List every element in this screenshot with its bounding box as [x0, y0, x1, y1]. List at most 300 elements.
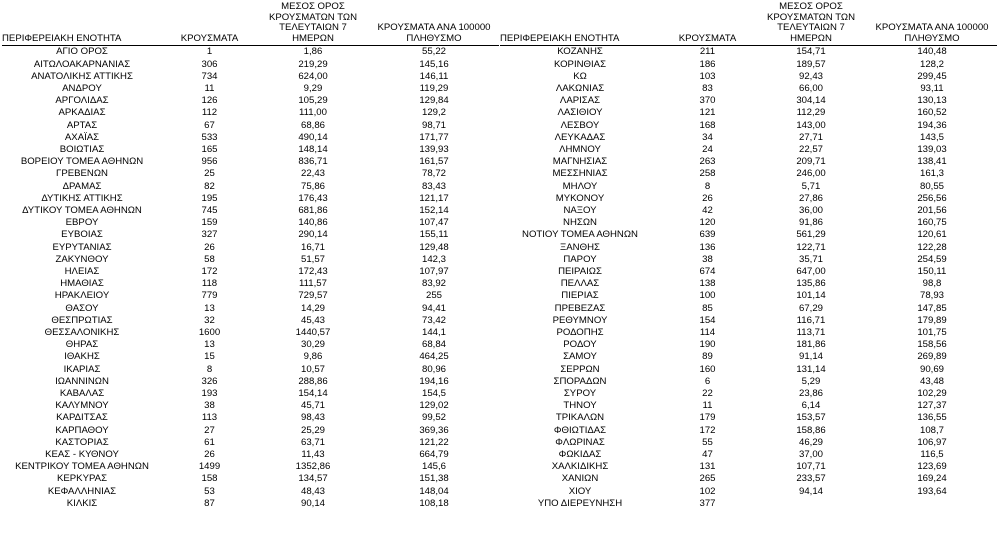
cell-7day-average: 490,14 [298, 131, 328, 143]
cell-cases: 370 [699, 95, 716, 107]
cell-cases: 103 [699, 70, 716, 82]
cell-regional-unit: ΑΓΙΟ ΟΡΟΣ [56, 46, 108, 58]
cell-cases: 6 [704, 375, 711, 387]
cell-7day-average: 233,57 [796, 473, 826, 485]
cell-cases: 113 [201, 412, 218, 424]
table-row [500, 120, 997, 132]
cell-per-100k: 160,75 [917, 217, 947, 229]
cell-7day-average: 304,14 [796, 95, 826, 107]
cell-7day-average: 134,57 [298, 473, 328, 485]
cell-cases: 26 [204, 241, 215, 253]
table-row [2, 498, 499, 510]
cell-cases: 327 [201, 229, 218, 241]
cell-cases: 8 [206, 363, 213, 375]
cell-cases: 100 [699, 290, 716, 302]
cell-regional-unit: ΠΑΡΟΥ [563, 253, 597, 265]
cell-cases: 26 [204, 449, 215, 461]
cell-cases: 42 [702, 205, 713, 217]
table-row [500, 254, 997, 266]
cell-regional-unit: ΑΡΚΑΔΙΑΣ [58, 107, 106, 119]
cell-regional-unit: ΒΟΡΕΙΟΥ ΤΟΜΕΑ ΑΘΗΝΩΝ [20, 156, 144, 168]
cell-7day-average: 90,14 [300, 497, 325, 509]
cell-cases: 25 [204, 168, 215, 180]
cell-7day-average: 22,57 [798, 144, 823, 155]
table-row [500, 425, 997, 437]
cell-cases: 306 [201, 58, 218, 70]
cell-7day-average: 140,86 [298, 217, 328, 229]
cell-per-100k: 122,28 [917, 241, 947, 253]
cell-per-100k: 68,84 [421, 339, 446, 351]
cell-7day-average: 246,00 [796, 168, 826, 180]
cell-regional-unit: ΘΕΣΣΑΛΟΝΙΚΗΣ [44, 327, 120, 339]
cell-7day-average: 624,00 [298, 70, 328, 82]
cell-regional-unit: ΓΡΕΒΕΝΩΝ [56, 168, 108, 180]
table-row [2, 486, 499, 498]
cell-per-100k: 106,97 [917, 436, 947, 448]
header-per-100k: ΚΡΟΥΣΜΑΤΑ ΑΝΑ 100000 ΠΛΗΘΥΣΜΟ [369, 2, 499, 46]
cell-cases: 120 [699, 217, 716, 229]
table-row [2, 425, 499, 437]
cell-7day-average: 6,14 [801, 400, 821, 412]
cell-per-100k: 179,89 [917, 314, 947, 326]
cell-regional-unit: ΛΑΣΙΘΙΟΥ [557, 107, 603, 119]
cell-7day-average: 68,86 [300, 119, 325, 131]
cell-7day-average: 30,29 [300, 339, 325, 351]
cell-regional-unit: ΛΕΣΒΟΥ [560, 119, 600, 131]
cell-per-100k: 152,14 [419, 205, 449, 217]
cell-7day-average: 98,43 [300, 412, 325, 424]
cell-7day-average: 9,29 [303, 82, 323, 94]
cases-table-right [500, 2, 997, 510]
cell-cases: 8 [704, 180, 711, 192]
cell-cases: 1499 [198, 461, 221, 473]
table-row [500, 339, 997, 351]
cell-regional-unit: ΑΝΔΡΟΥ [62, 82, 102, 94]
cell-7day-average: 189,57 [796, 58, 826, 70]
table-row [2, 229, 499, 241]
cell-cases: 172 [699, 424, 716, 436]
cell-regional-unit: ΑΙΤΩΛΟΑΚΑΡΝΑΝΙΑΣ [33, 58, 131, 70]
table-row [500, 498, 997, 510]
cell-cases: 263 [699, 156, 716, 168]
table-row [2, 473, 499, 485]
cell-regional-unit: ΗΜΑΘΙΑΣ [60, 278, 104, 290]
cell-cases: 779 [201, 290, 218, 302]
table-row [500, 303, 997, 315]
cell-cases: 58 [204, 253, 215, 265]
table-row [500, 351, 997, 363]
cell-cases: 195 [201, 192, 218, 204]
cell-per-100k: 464,25 [419, 351, 449, 363]
table-row [500, 449, 997, 461]
table-row [2, 412, 499, 424]
cell-cases: 168 [699, 119, 716, 131]
table-row [2, 181, 499, 193]
cell-regional-unit: ΦΘΙΩΤΙΔΑΣ [553, 424, 607, 436]
cell-regional-unit: ΚΙΛΚΙΣ [66, 497, 98, 509]
table-row [500, 217, 997, 229]
cell-cases: 24 [702, 144, 713, 155]
cell-cases: 27 [204, 424, 215, 436]
cell-regional-unit: ΔΥΤΙΚΗΣ ΑΤΤΙΚΗΣ [41, 192, 123, 204]
cell-cases: 126 [201, 95, 218, 107]
cell-per-100k: 256,56 [917, 192, 947, 204]
table-row [2, 303, 499, 315]
table-row [500, 364, 997, 376]
table-row [2, 205, 499, 217]
cell-cases: 34 [702, 131, 713, 143]
table-row [2, 290, 499, 302]
table-row [500, 168, 997, 180]
cell-regional-unit: ΘΗΡΑΣ [65, 339, 99, 351]
cell-regional-unit: ΚΟΖΑΝΗΣ [557, 46, 603, 58]
cell-7day-average: 112,29 [796, 107, 826, 119]
cell-7day-average: 45,43 [300, 314, 325, 326]
table-row [500, 229, 997, 241]
cell-cases: 674 [699, 266, 716, 278]
cell-cases: 258 [699, 168, 716, 180]
cell-regional-unit: ΙΩΑΝΝΙΝΩΝ [55, 375, 109, 387]
cell-cases: 67 [204, 119, 215, 131]
table-row [500, 461, 997, 473]
cell-per-100k: 78,72 [421, 168, 446, 180]
cell-regional-unit: ΔΡΑΜΑΣ [62, 180, 102, 192]
table-row [2, 376, 499, 388]
cell-regional-unit: ΚΕΡΚΥΡΑΣ [56, 473, 107, 485]
cell-cases: 138 [699, 278, 716, 290]
cell-regional-unit: ΣΕΡΡΩΝ [560, 363, 600, 375]
cell-per-100k: 43,48 [919, 375, 944, 387]
cell-per-100k: 128,2 [919, 58, 944, 70]
cell-cases: 136 [699, 241, 716, 253]
table-row [2, 132, 499, 144]
cell-per-100k: 151,38 [419, 473, 449, 485]
cell-cases: 160 [699, 363, 716, 375]
cell-7day-average: 1352,86 [295, 461, 331, 473]
cell-regional-unit: ΠΕΛΛΑΣ [560, 278, 600, 290]
cell-per-100k: 80,96 [421, 363, 446, 375]
cell-cases: 533 [201, 131, 218, 143]
cell-7day-average: 105,29 [298, 95, 328, 107]
cell-regional-unit: ΘΑΣΟΥ [65, 302, 99, 314]
cell-7day-average: 148,14 [298, 144, 328, 155]
table-row [2, 266, 499, 278]
table-row [2, 364, 499, 376]
cell-7day-average: 91,14 [798, 351, 823, 363]
cell-7day-average: 219,29 [298, 58, 328, 70]
cell-regional-unit: ΧΙΟΥ [568, 485, 592, 497]
cell-7day-average: 209,71 [796, 156, 826, 168]
table-row [2, 46, 499, 59]
cell-regional-unit: ΑΡΤΑΣ [66, 119, 98, 131]
table-row [500, 181, 997, 193]
cell-per-100k: 98,71 [421, 119, 446, 131]
cell-per-100k: 139,03 [917, 144, 947, 155]
table-row [500, 205, 997, 217]
table-row [2, 217, 499, 229]
cell-regional-unit: ΔΥΤΙΚΟΥ ΤΟΜΕΑ ΑΘΗΝΩΝ [22, 205, 142, 217]
header-7day-average: ΜΕΣΟΣ ΟΡΟΣ ΚΡΟΥΣΜΑΤΩΝ ΤΩΝ ΤΕΛΕΥΤΑΙΩΝ 7 ΗΜΕΡΩΝ [257, 2, 369, 46]
cell-per-100k: 158,56 [917, 339, 947, 351]
table-row [2, 315, 499, 327]
cell-cases: 131 [699, 461, 716, 473]
cell-7day-average: 681,86 [298, 205, 328, 217]
cell-7day-average: 67,29 [798, 302, 823, 314]
cell-per-100k: 127,37 [917, 400, 947, 412]
cases-table-left [2, 2, 499, 510]
cell-7day-average: 1,86 [303, 46, 323, 58]
cell-regional-unit: ΙΚΑΡΙΑΣ [63, 363, 101, 375]
cell-cases: 47 [702, 449, 713, 461]
cell-per-100k: 269,89 [917, 351, 947, 363]
cell-cases: 1600 [198, 327, 221, 339]
cell-regional-unit: ΣΠΟΡΑΔΩΝ [553, 375, 607, 387]
cell-regional-unit: ΦΛΩΡΙΝΑΣ [555, 436, 605, 448]
table-row [2, 449, 499, 461]
cell-cases: 639 [699, 229, 716, 241]
cell-7day-average: 25,29 [300, 424, 325, 436]
cell-per-100k: 139,93 [419, 144, 449, 155]
cell-per-100k: 102,29 [917, 388, 947, 400]
table-row [2, 59, 499, 71]
cell-regional-unit: ΚΑΒΑΛΑΣ [59, 388, 105, 400]
cell-7day-average: 92,43 [798, 70, 823, 82]
cell-regional-unit: ΗΡΑΚΛΕΙΟΥ [54, 290, 110, 302]
header-cases: ΚΡΟΥΣΜΑΤΑ [660, 2, 755, 46]
cell-per-100k: 146,11 [419, 70, 449, 82]
cell-cases: 121 [699, 107, 716, 119]
cell-regional-unit: ΡΕΘΥΜΝΟΥ [552, 314, 608, 326]
cell-regional-unit: ΕΥΡΥΤΑΝΙΑΣ [52, 241, 112, 253]
cell-per-100k: 129,48 [419, 241, 449, 253]
cell-7day-average: 22,43 [300, 168, 325, 180]
cell-7day-average: 172,43 [298, 266, 328, 278]
cell-regional-unit: ΚΩ [573, 70, 587, 82]
table-row [2, 400, 499, 412]
cell-regional-unit: ΚΑΛΥΜΝΟΥ [55, 400, 109, 412]
cell-per-100k: 107,97 [419, 266, 449, 278]
cell-7day-average: 14,29 [300, 302, 325, 314]
header-7day-average: ΜΕΣΟΣ ΟΡΟΣ ΚΡΟΥΣΜΑΤΩΝ ΤΩΝ ΤΕΛΕΥΤΑΙΩΝ 7 ΗΜΕΡΩΝ [755, 2, 867, 46]
cell-per-100k: 73,42 [421, 314, 446, 326]
cell-regional-unit: ΙΘΑΚΗΣ [64, 351, 100, 363]
cell-7day-average: 45,71 [300, 400, 325, 412]
cell-regional-unit: ΡΟΔΟΠΗΣ [556, 327, 604, 339]
cell-regional-unit: ΝΗΣΩΝ [563, 217, 597, 229]
cell-per-100k: 148,04 [419, 485, 449, 497]
cell-regional-unit: ΗΛΕΙΑΣ [64, 266, 100, 278]
table-body-left [2, 46, 499, 510]
cell-7day-average [755, 498, 867, 510]
cell-7day-average: 122,71 [796, 241, 826, 253]
cell-cases: 32 [204, 314, 215, 326]
cell-regional-unit: ΚΑΡΔΙΤΣΑΣ [56, 412, 108, 424]
cell-regional-unit: ΧΑΝΙΩΝ [561, 473, 599, 485]
cell-7day-average: 37,00 [798, 449, 823, 461]
cell-cases: 734 [201, 70, 218, 82]
cell-7day-average: 9,86 [303, 351, 323, 363]
cell-7day-average: 16,71 [300, 241, 325, 253]
cell-regional-unit: ΕΒΡΟΥ [65, 217, 99, 229]
cell-regional-unit: ΚΕΦΑΛΛΗΝΙΑΣ [47, 485, 117, 497]
cell-regional-unit: ΝΑΞΟΥ [563, 205, 597, 217]
cell-regional-unit: ΦΩΚΙΔΑΣ [558, 449, 602, 461]
cell-7day-average: 94,14 [798, 485, 823, 497]
cell-per-100k: 98,8 [922, 278, 942, 290]
header-cases: ΚΡΟΥΣΜΑΤΑ [162, 2, 257, 46]
cell-cases: 265 [699, 473, 716, 485]
table-row [2, 351, 499, 363]
cell-regional-unit: ΕΥΒΟΙΑΣ [61, 229, 103, 241]
cell-7day-average: 63,71 [300, 436, 325, 448]
cell-7day-average: 1440,57 [295, 327, 331, 339]
cell-per-100k: 299,45 [917, 70, 947, 82]
cell-7day-average: 154,14 [298, 388, 328, 400]
cell-cases: 89 [702, 351, 713, 363]
table-row [500, 315, 997, 327]
table-row [500, 412, 997, 424]
cell-regional-unit: ΣΥΡΟΥ [563, 388, 597, 400]
cell-7day-average: 5,71 [801, 180, 821, 192]
cell-cases: 118 [201, 278, 218, 290]
cell-cases: 1 [206, 46, 213, 58]
cell-7day-average: 101,14 [796, 290, 826, 302]
cell-per-100k: 136,55 [917, 412, 947, 424]
table-row [2, 156, 499, 168]
cell-regional-unit: ΞΑΝΘΗΣ [560, 241, 600, 253]
cell-7day-average: 91,86 [798, 217, 823, 229]
cell-7day-average: 176,43 [298, 192, 328, 204]
cell-regional-unit: ΠΙΕΡΙΑΣ [561, 290, 599, 302]
cell-per-100k: 145,16 [419, 58, 449, 70]
right-table-section [500, 2, 997, 510]
cell-per-100k: 201,56 [917, 205, 947, 217]
table-row [500, 400, 997, 412]
cell-per-100k: 121,17 [419, 192, 449, 204]
cell-regional-unit: ΠΡΕΒΕΖΑΣ [554, 302, 606, 314]
cell-per-100k: 83,43 [421, 180, 446, 192]
cell-cases: 193 [201, 388, 218, 400]
cell-7day-average: 27,71 [798, 131, 823, 143]
cell-cases: 55 [702, 436, 713, 448]
cell-per-100k: 129,2 [421, 107, 446, 119]
cell-per-100k: 119,29 [419, 82, 449, 94]
table-row [500, 278, 997, 290]
table-row [500, 193, 997, 205]
table-row [500, 266, 997, 278]
cell-7day-average: 107,71 [796, 461, 826, 473]
table-row [2, 193, 499, 205]
cell-cases: 326 [201, 375, 218, 387]
cell-regional-unit: ΑΡΓΟΛΙΔΑΣ [55, 95, 109, 107]
cell-per-100k: 55,22 [421, 46, 446, 58]
cell-per-100k: 161,57 [419, 156, 449, 168]
cell-per-100k: 116,5 [920, 449, 944, 461]
table-row [500, 437, 997, 449]
cell-cases: 53 [204, 485, 215, 497]
cell-7day-average: 111,57 [299, 278, 327, 290]
cell-cases: 15 [204, 351, 215, 363]
cell-7day-average: 158,86 [796, 424, 826, 436]
table-row [2, 144, 499, 156]
cell-cases: 154 [699, 314, 716, 326]
cell-cases: 179 [699, 412, 716, 424]
cell-per-100k: 155,11 [419, 229, 449, 241]
cell-cases: 114 [699, 327, 716, 339]
cell-per-100k: 254,59 [917, 253, 947, 265]
header-regional-unit: ΠΕΡΙΦΕΡΕΙΑΚΗ ΕΝΟΤΗΤΑ [2, 2, 162, 46]
cell-per-100k: 194,16 [419, 375, 449, 387]
cell-regional-unit: ΖΑΚΥΝΘΟΥ [55, 253, 109, 265]
cell-7day-average: 10,57 [300, 363, 325, 375]
table-row [500, 376, 997, 388]
table-row [500, 132, 997, 144]
table-row [500, 107, 997, 119]
cell-regional-unit: ΜΥΚΟΝΟΥ [555, 192, 605, 204]
table-row [2, 327, 499, 339]
cell-per-100k: 369,36 [419, 424, 449, 436]
table-row [500, 144, 997, 156]
cell-per-100k: 169,24 [917, 473, 947, 485]
table-row [2, 168, 499, 180]
cell-per-100k: 121,22 [419, 436, 449, 448]
cell-cases: 26 [702, 192, 713, 204]
header-per-100k: ΚΡΟΥΣΜΑΤΑ ΑΝΑ 100000 ΠΛΗΘΥΣΜΟ [867, 2, 997, 46]
table-row [500, 473, 997, 485]
table-row [2, 278, 499, 290]
cell-cases: 11 [702, 400, 713, 412]
cell-cases: 159 [201, 217, 218, 229]
cell-per-100k: 171,77 [419, 131, 449, 143]
cell-7day-average: 131,14 [796, 363, 826, 375]
cell-per-100k: 140,48 [917, 46, 947, 58]
cell-regional-unit: ΛΗΜΝΟΥ [559, 144, 601, 155]
cell-per-100k: 78,93 [919, 290, 944, 302]
cell-cases: 87 [204, 497, 215, 509]
cell-cases: 61 [204, 436, 215, 448]
cell-regional-unit: ΘΕΣΠΡΩΤΙΑΣ [51, 314, 113, 326]
cell-per-100k: 108,7 [919, 424, 944, 436]
cell-7day-average: 48,43 [300, 485, 325, 497]
cell-regional-unit: ΚΟΡΙΝΘΙΑΣ [553, 58, 607, 70]
cell-cases: 745 [201, 205, 218, 217]
cell-per-100k: 130,13 [917, 95, 947, 107]
cell-7day-average: 153,57 [796, 412, 826, 424]
cell-per-100k: 129,84 [419, 95, 449, 107]
cell-7day-average: 11,43 [301, 449, 325, 461]
cell-cases: 11 [204, 82, 215, 94]
cell-cases: 112 [201, 107, 218, 119]
cell-regional-unit: ΝΟΤΙΟΥ ΤΟΜΕΑ ΑΘΗΝΩΝ [522, 229, 638, 241]
cell-per-100k: 129,02 [419, 400, 449, 412]
cell-per-100k: 145,6 [421, 461, 446, 473]
cell-7day-average: 23,86 [798, 388, 823, 400]
table-row [2, 120, 499, 132]
table-row [500, 242, 997, 254]
table-body-right [500, 46, 997, 510]
table-row [500, 95, 997, 107]
cell-7day-average: 116,71 [796, 314, 826, 326]
cell-cases: 13 [204, 339, 215, 351]
cell-7day-average: 729,57 [298, 290, 328, 302]
cell-regional-unit: ΧΑΛΚΙΔΙΚΗΣ [551, 461, 609, 473]
cell-regional-unit: ΛΑΡΙΣΑΣ [559, 95, 601, 107]
cell-7day-average: 75,86 [300, 180, 325, 192]
cell-per-100k: 101,75 [917, 327, 947, 339]
cell-7day-average: 51,57 [300, 253, 325, 265]
cell-7day-average: 111,00 [299, 107, 327, 119]
table-row [2, 461, 499, 473]
